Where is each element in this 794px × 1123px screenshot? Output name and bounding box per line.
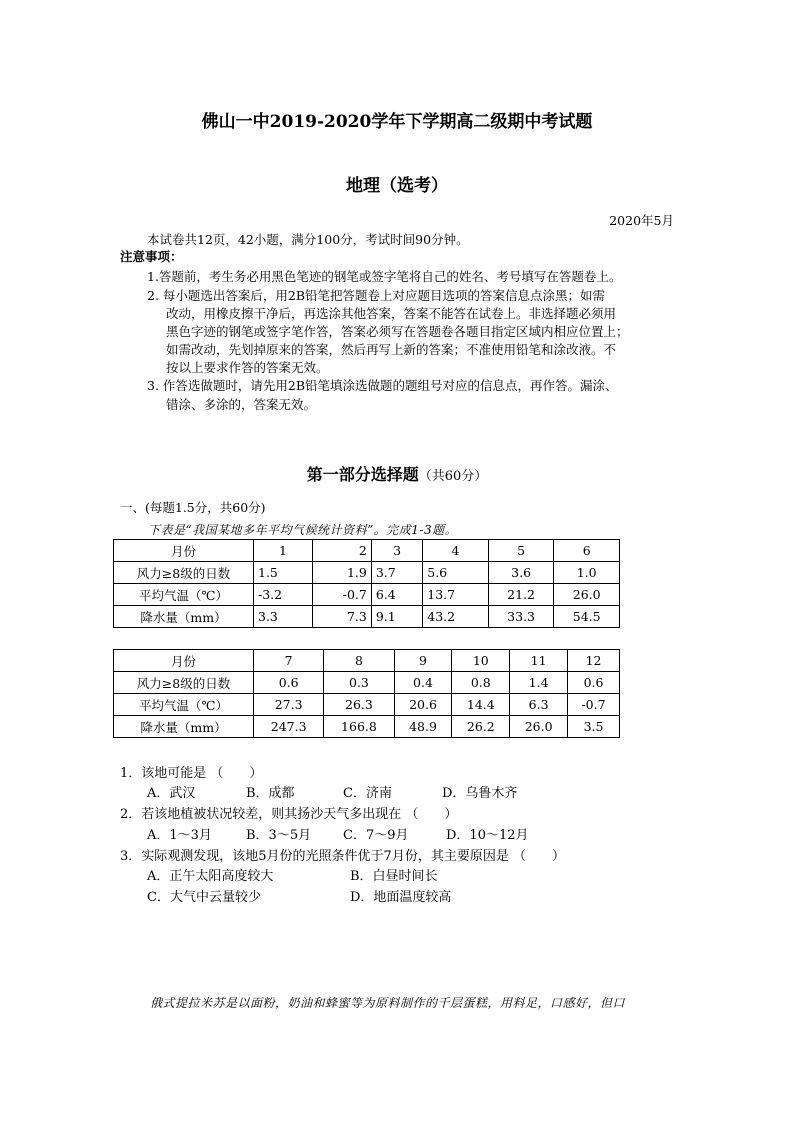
table-header-cell: 11 — [510, 650, 568, 672]
table-header-cell: 4 — [423, 540, 489, 562]
table-cell: 166.8 — [324, 716, 394, 738]
question-2-stem: 2．若该地植被状况较差，则其扬沙天气多出现在 （ ） — [120, 807, 458, 822]
table-cell: 3.5 — [568, 716, 620, 738]
table-cell: 1.5 — [254, 562, 313, 584]
table-cell: 247.3 — [254, 716, 324, 738]
table-cell: 54.5 — [554, 606, 620, 628]
part1-heading-wrap — [0, 462, 794, 485]
table-cell: 0.6 — [568, 672, 620, 694]
part1-heading: 第一部分选择题 — [306, 465, 419, 484]
table-cell: 26.3 — [324, 694, 394, 716]
table-cell: 26.0 — [510, 716, 568, 738]
table-cell: 0.6 — [254, 672, 324, 694]
table-row — [114, 584, 620, 606]
question-1-stem: 1．该地可能是 （ ） — [120, 766, 263, 781]
notice-line: 黑色字迹的钢笔或签字笔作答，答案必须写在答题卷各题目指定区域内相应位置上； — [166, 324, 629, 339]
question-1-option-b: B．成都 — [246, 786, 295, 801]
question-1-option-c: C．济南 — [343, 786, 392, 801]
notice-line: 改动，用橡皮擦干净后，再选涂其他答案，答案不能答在试卷上。非选择题必须用 — [166, 306, 617, 321]
table-row — [114, 716, 620, 738]
row-label: 平均气温（℃） — [114, 584, 254, 606]
table-cell: 20.6 — [394, 694, 452, 716]
table-cell: 43.2 — [423, 606, 489, 628]
question-1-option-a: A．武汉 — [147, 786, 196, 801]
table-header-cell: 1 — [254, 540, 313, 562]
exam-date: 2020年5月 — [609, 213, 674, 228]
table-cell: 14.4 — [452, 694, 510, 716]
table-cell: 33.3 — [488, 606, 554, 628]
question-3-option-a: A．正午太阳高度较大 — [147, 869, 274, 884]
notice-line: 如需改动，先划掉原来的答案，然后再写上新的答案；不准使用铅笔和涂改液。不 — [166, 342, 617, 357]
table-row — [114, 694, 620, 716]
table-header-cell: 月份 — [114, 650, 254, 672]
table-cell: -3.2 — [254, 584, 313, 606]
row-label: 平均气温（℃） — [114, 694, 254, 716]
question-3-option-c: C．大气中云量较少 — [147, 890, 261, 905]
table-header-cell: 12 — [568, 650, 620, 672]
notice-heading: 注意事项： — [120, 249, 183, 264]
subject-title: 地理（选考） — [346, 176, 448, 196]
question-2-option-b: B．3～5月 — [246, 828, 312, 843]
question-2-option-c: C．7～9月 — [343, 828, 409, 843]
table-cell: 1.9 — [312, 562, 371, 584]
notice-line: 1.答题前，考生务必用黑色笔迹的钢笔或签字笔将自己的姓名、考号填写在答题卷上。 — [147, 269, 622, 284]
table-cell: -0.7 — [568, 694, 620, 716]
table-cell: 1.0 — [554, 562, 620, 584]
table-row — [114, 540, 620, 562]
exam-info: 本试卷共12页，42小题，满分100分，考试时间90分钟。 — [147, 232, 469, 247]
table-row — [114, 650, 620, 672]
table-cell: 3.7 — [371, 562, 422, 584]
question-3-stem: 3．实际观测发现，该地5月份的光照条件优于7月份，其主要原因是 （ ） — [120, 849, 565, 864]
table-cell: 7.3 — [312, 606, 371, 628]
table-header-cell: 9 — [394, 650, 452, 672]
table-cell: 0.4 — [394, 672, 452, 694]
table-cell: 6.3 — [510, 694, 568, 716]
table-cell: 3.6 — [488, 562, 554, 584]
table-cell: 9.1 — [371, 606, 422, 628]
table-cell: 3.3 — [254, 606, 313, 628]
question-3-option-b: B．白昼时间长 — [350, 869, 438, 884]
table-cell: 21.2 — [488, 584, 554, 606]
row-label: 风力≥8级的日数 — [114, 562, 254, 584]
table-intro: 下表是“我国某地多年平均气候统计资料”。完成1-3题。 — [148, 523, 458, 537]
passage-text: 俄式提拉米苏是以面粉，奶油和蜂蜜等为原料制作的千层蛋糕，用料足，口感好，但口 — [150, 996, 626, 1010]
table-row — [114, 606, 620, 628]
climate-table-1 — [113, 539, 620, 628]
table-cell: 0.3 — [324, 672, 394, 694]
table-header-cell: 5 — [488, 540, 554, 562]
row-label: 风力≥8级的日数 — [114, 672, 254, 694]
table-header-cell: 6 — [554, 540, 620, 562]
table-row — [114, 672, 620, 694]
table-header-cell: 7 — [254, 650, 324, 672]
question-3-option-d: D．地面温度较高 — [350, 890, 452, 905]
climate-table-2 — [113, 649, 620, 738]
table-header-cell: 8 — [324, 650, 394, 672]
table-header-cell: 月份 — [114, 540, 254, 562]
section-heading: 一、(每题1.5分，共60分) — [120, 500, 266, 515]
part1-heading-note: （共60分） — [418, 469, 488, 484]
notice-line: 错涂、多涂的，答案无效。 — [166, 397, 317, 412]
table-row — [114, 562, 620, 584]
question-2-option-d: D．10～12月 — [446, 828, 529, 843]
row-label: 降水量（mm） — [114, 716, 254, 738]
table-cell: -0.7 — [312, 584, 371, 606]
table-cell: 5.6 — [423, 562, 489, 584]
table-cell: 1.4 — [510, 672, 568, 694]
table-cell: 6.4 — [371, 584, 422, 606]
notice-line: 按以上要求作答的答案无效。 — [166, 360, 329, 375]
table-cell: 26.2 — [452, 716, 510, 738]
table-cell: 48.9 — [394, 716, 452, 738]
table-header-cell: 10 — [452, 650, 510, 672]
question-2-option-a: A．1～3月 — [147, 828, 212, 843]
table-header-cell: 2 — [312, 540, 371, 562]
question-1-option-d: D．乌鲁木齐 — [442, 786, 518, 801]
table-cell: 27.3 — [254, 694, 324, 716]
row-label: 降水量（mm） — [114, 606, 254, 628]
table-cell: 0.8 — [452, 672, 510, 694]
exam-title: 佛山一中2019-2020学年下学期高二级期中考试题 — [201, 112, 593, 132]
notice-line: 2. 每小题选出答案后，用2B铅笔把答题卷上对应题目选项的答案信息点涂黑；如需 — [147, 288, 606, 303]
table-cell: 13.7 — [423, 584, 489, 606]
table-cell: 26.0 — [554, 584, 620, 606]
table-header-cell: 3 — [371, 540, 422, 562]
notice-line: 3. 作答选做题时，请先用2B铅笔填涂选做题的题组号对应的信息点，再作答。漏涂、 — [147, 378, 618, 393]
